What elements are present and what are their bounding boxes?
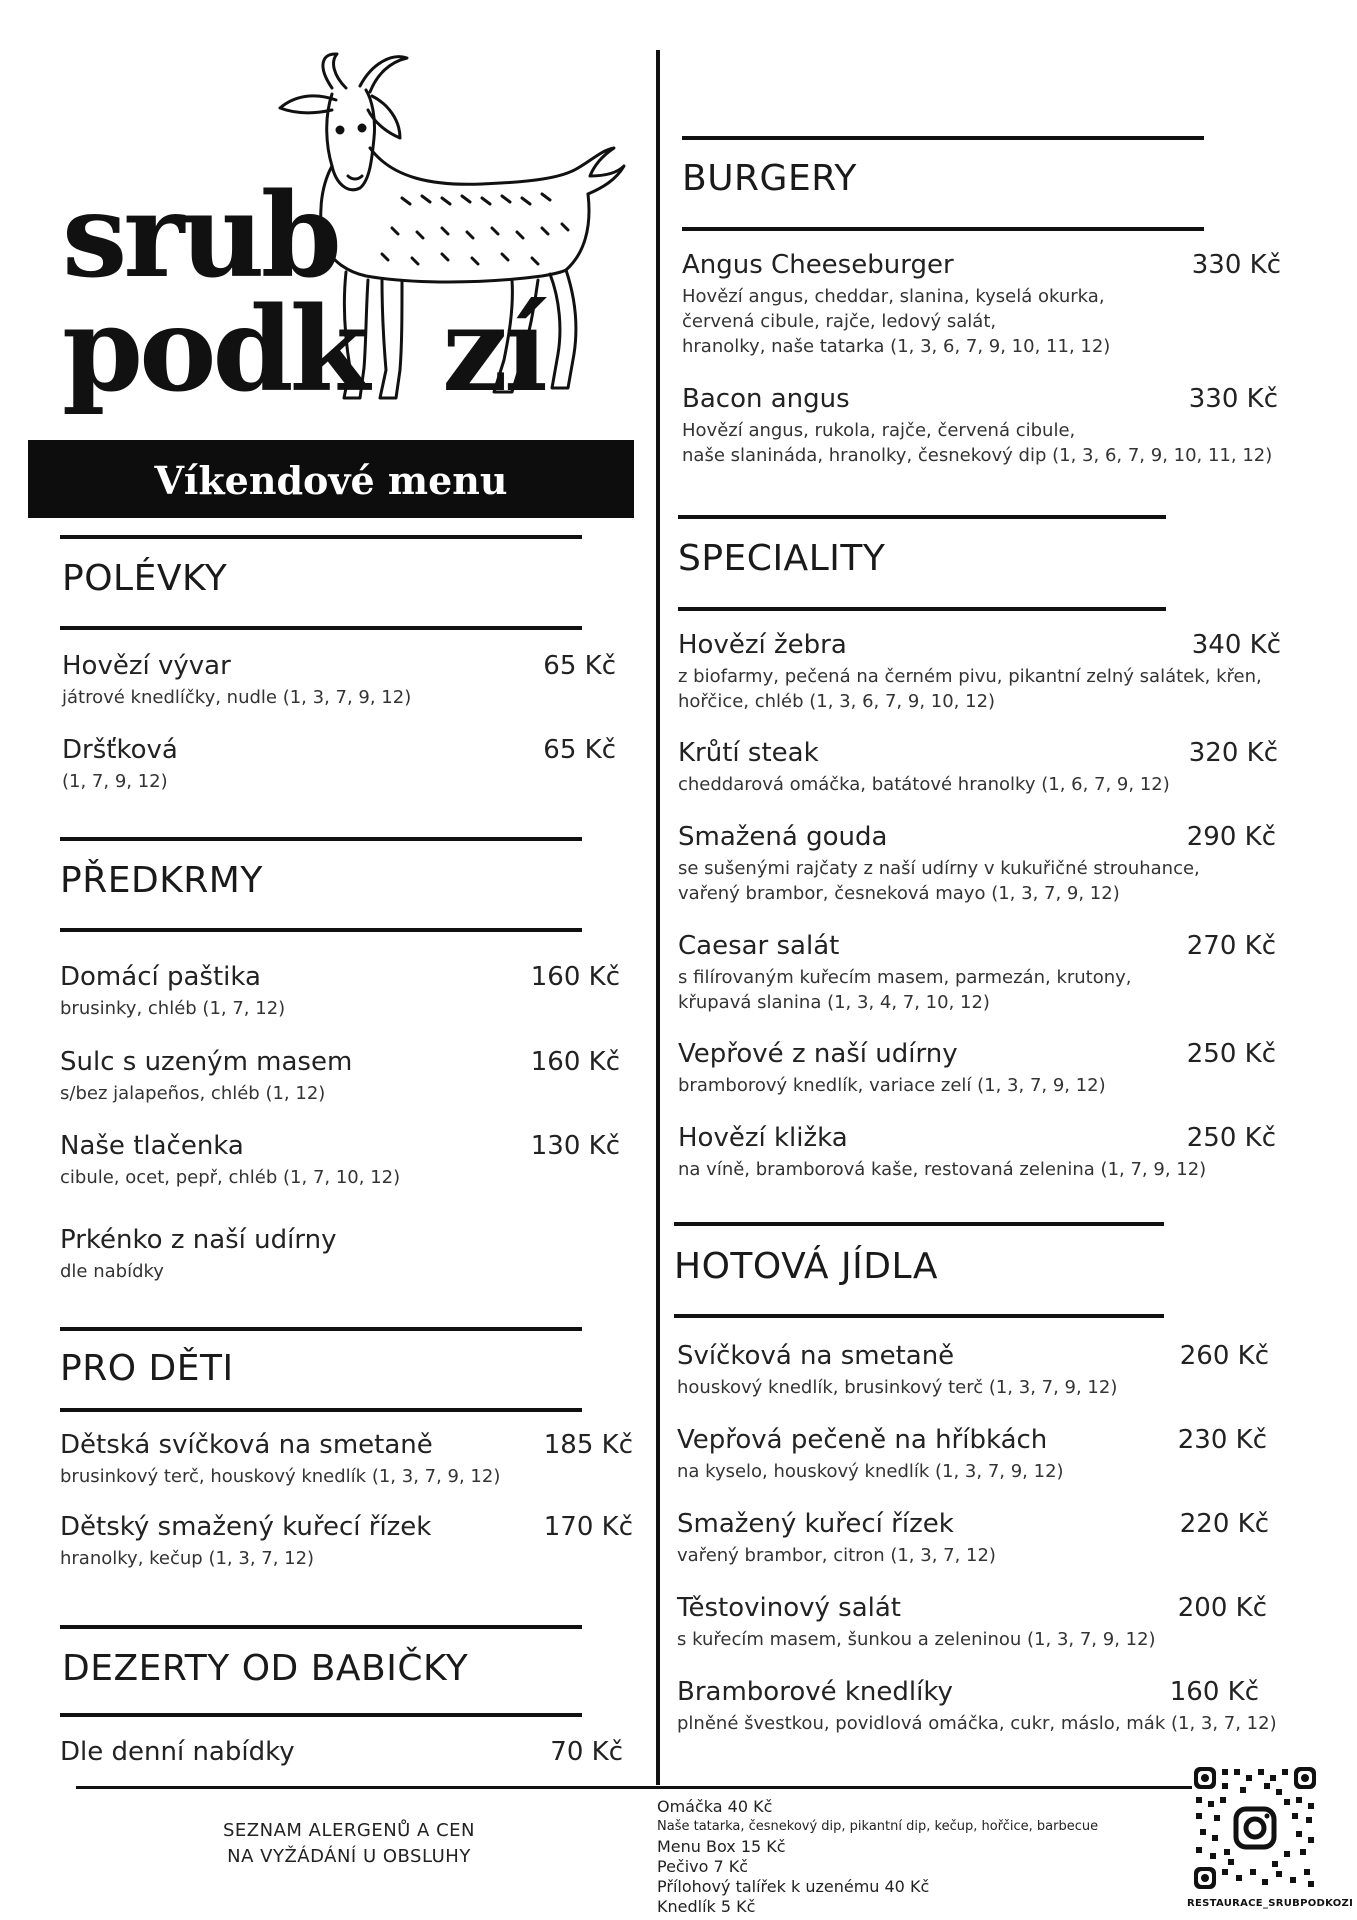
menu-title: Víkendové menu [154,458,508,503]
section-title-hotova-jidla: HOTOVÁ JÍDLA [674,1246,938,1287]
divider [60,1625,582,1629]
item-name: Smažená gouda [678,822,888,852]
item-name: Domácí paštika [60,962,261,992]
item-price: 270 Kč [1186,931,1276,961]
item-name: Angus Cheeseburger [682,250,954,280]
menu-item [60,1047,352,1106]
item-price: 330 Kč [1191,250,1281,280]
extras-item: Omáčka 40 Kč [657,1797,773,1816]
menu-item [60,1225,336,1284]
item-description: Hovězí angus, cheddar, slanina, kyselá okurka, červená cibule, rajče, ledový salát, hranolky, naše tatarka (1, 3, 6, 7, 9, 10, 11, 12) [682,286,1111,357]
section-title-dezerty: DEZERTY OD BABIČKY [62,1648,469,1689]
item-price: 320 Kč [1188,738,1278,768]
item-name: Krůtí steak [678,738,819,768]
divider [60,1713,582,1717]
menu-item [682,384,1272,468]
divider [682,227,1204,231]
menu-item [678,1039,1106,1098]
item-description: brusinky, chléb (1, 7, 12) [60,998,286,1019]
item-description: bramborový knedlík, variace zelí (1, 3, 7, 9, 12) [678,1075,1106,1096]
item-price: 260 Kč [1179,1341,1269,1371]
divider [674,1314,1164,1318]
divider [60,1408,582,1412]
item-name: Hovězí kližka [678,1123,848,1153]
item-price: 185 Kč [543,1430,633,1460]
menu-item [678,1123,1206,1182]
item-price: 250 Kč [1186,1039,1276,1069]
menu-item [60,1430,500,1489]
item-name: Prkénko z naší udírny [60,1225,337,1255]
section-title-burgery: BURGERY [682,158,857,199]
item-name: Naše tlačenka [60,1131,244,1161]
menu-item [678,630,1262,714]
item-price: 340 Kč [1191,630,1281,660]
item-description: hranolky, kečup (1, 3, 7, 12) [60,1548,315,1569]
item-name: Bramborové knedlíky [677,1677,953,1707]
item-description: Hovězí angus, rukola, rajče, červená cibule, naše slanináda, hranolky, česnekový dip (1, 3, 6, 7, 9, 10, 11, 12) [682,420,1273,466]
item-name: Dršťková [62,735,178,765]
extras-item: Naše tatarka, česnekový dip, pikantní dip, kečup, hořčice, barbecue [657,1819,1099,1834]
item-name: Hovězí vývar [62,651,231,681]
item-name: Bacon angus [682,384,850,414]
item-price: 170 Kč [543,1512,633,1542]
menu-item [678,822,1200,906]
extras-item: Menu Box 15 Kč [657,1837,786,1856]
menu-item [677,1341,1117,1400]
item-price: 130 Kč [530,1131,620,1161]
qr-code-icon[interactable] [1192,1765,1318,1891]
divider [674,1222,1164,1226]
allergen-note-line: SEZNAM ALERGENŮ A CEN [222,1820,475,1841]
item-price: 330 Kč [1188,384,1278,414]
item-name: Vepřová pečeně na hříbkách [677,1425,1048,1455]
divider [60,837,582,841]
menu-item [60,1737,295,1767]
menu-item [60,1131,400,1190]
item-description: (1, 7, 9, 12) [62,771,168,792]
item-description: s kuřecím masem, šunkou a zeleninou (1, 3, 7, 9, 12) [677,1629,1156,1650]
instagram-icon [1230,1803,1280,1853]
item-description: s/bez jalapeños, chléb (1, 12) [60,1083,326,1104]
item-description: s filírovaným kuřecím masem, parmezán, krutony, křupavá slanina (1, 3, 4, 7, 10, 12) [678,967,1132,1013]
menu-item [62,651,411,710]
item-price: 160 Kč [530,1047,620,1077]
item-name: Svíčková na smetaně [677,1341,955,1371]
item-name: Těstovinový salát [677,1593,901,1623]
item-description: játrové knedlíčky, nudle (1, 3, 7, 9, 12) [62,687,412,708]
menu-item [678,931,1132,1015]
item-description: brusinkový terč, houskový knedlík (1, 3, 7, 9, 12) [60,1466,501,1487]
item-price: 160 Kč [1169,1677,1259,1707]
item-description: dle nabídky [60,1261,164,1282]
column-divider [656,50,660,1785]
allergen-note [204,1818,494,1870]
logo-word-srub: srub [62,168,338,304]
item-name: Caesar salát [678,931,840,961]
item-price: 200 Kč [1177,1593,1267,1623]
item-description: cheddarová omáčka, batátové hranolky (1, 6, 7, 9, 12) [678,774,1170,795]
item-price: 65 Kč [543,651,616,681]
divider [60,535,582,539]
divider [678,515,1166,519]
menu-item [677,1425,1064,1484]
logo-word-zi: zí [442,282,544,418]
goat-icon [262,48,642,418]
menu-item [677,1593,1156,1652]
item-description: se sušenými rajčaty z naší udírny v kukuřičné strouhance, vařený brambor, česneková mayo (1, 3, 7, 9, 12) [678,858,1200,904]
item-name: Hovězí žebra [678,630,847,660]
extras-item: Přílohový talířek k uzenému 40 Kč [657,1877,930,1896]
section-title-polevky: POLÉVKY [62,558,228,599]
menu-title-banner [28,440,634,518]
item-name: Vepřové z naší udírny [678,1039,958,1069]
divider [60,626,582,630]
item-name: Sulc s uzeným masem [60,1047,353,1077]
menu-item [677,1509,996,1568]
section-title-predkrmy: PŘEDKRMY [60,860,263,901]
item-price: 290 Kč [1186,822,1276,852]
item-description: na víně, bramborová kaše, restovaná zelenina (1, 7, 9, 12) [678,1159,1207,1180]
item-price: 230 Kč [1177,1425,1267,1455]
item-price: 160 Kč [530,962,620,992]
divider [678,607,1166,611]
item-name: Smažený kuřecí řízek [677,1509,954,1539]
item-description: z biofarmy, pečená na černém pivu, pikantní zelný salátek, křen, hořčice, chléb (1, 3, 6, 7, 9, 10, 12) [678,666,1262,712]
menu-item [60,1512,431,1571]
divider [60,1327,582,1331]
item-description: houskový knedlík, brusinkový terč (1, 3, 7, 9, 12) [677,1377,1118,1398]
item-price: 250 Kč [1186,1123,1276,1153]
allergen-note-line: NA VYŽÁDÁNÍ U OBSLUHY [227,1846,471,1867]
divider [682,136,1204,140]
divider [60,928,582,932]
menu-item [682,250,1110,359]
item-name: Dětský smažený kuřecí řízek [60,1512,432,1542]
item-description: cibule, ocet, pepř, chléb (1, 7, 10, 12) [60,1167,401,1188]
menu-item [62,735,178,794]
item-description: vařený brambor, citron (1, 3, 7, 12) [677,1545,996,1566]
section-title-pro-deti: PRO DĚTI [60,1348,234,1389]
menu-item [678,738,1170,797]
item-price: 70 Kč [550,1737,623,1767]
extras-item: Pečivo 7 Kč [657,1857,749,1876]
item-price: 220 Kč [1179,1509,1269,1539]
item-name: Dle denní nabídky [60,1737,295,1767]
menu-item [60,962,285,1021]
item-name: Dětská svíčková na smetaně [60,1430,433,1460]
section-title-speciality: SPECIALITY [678,538,886,579]
instagram-handle[interactable]: RESTAURACE_SRUBPODKOZI [1187,1898,1354,1909]
item-description: na kyselo, houskový knedlík (1, 3, 7, 9, 12) [677,1461,1064,1482]
item-price: 65 Kč [543,735,616,765]
extras-item: Knedlík 5 Kč [657,1897,756,1916]
extras-list [657,1797,1098,1917]
item-description: plněné švestkou, povidlová omáčka, cukr, máslo, mák (1, 3, 7, 12) [677,1713,1277,1734]
logo-word-podk: podk [62,282,366,418]
footer-divider [76,1786,1211,1789]
